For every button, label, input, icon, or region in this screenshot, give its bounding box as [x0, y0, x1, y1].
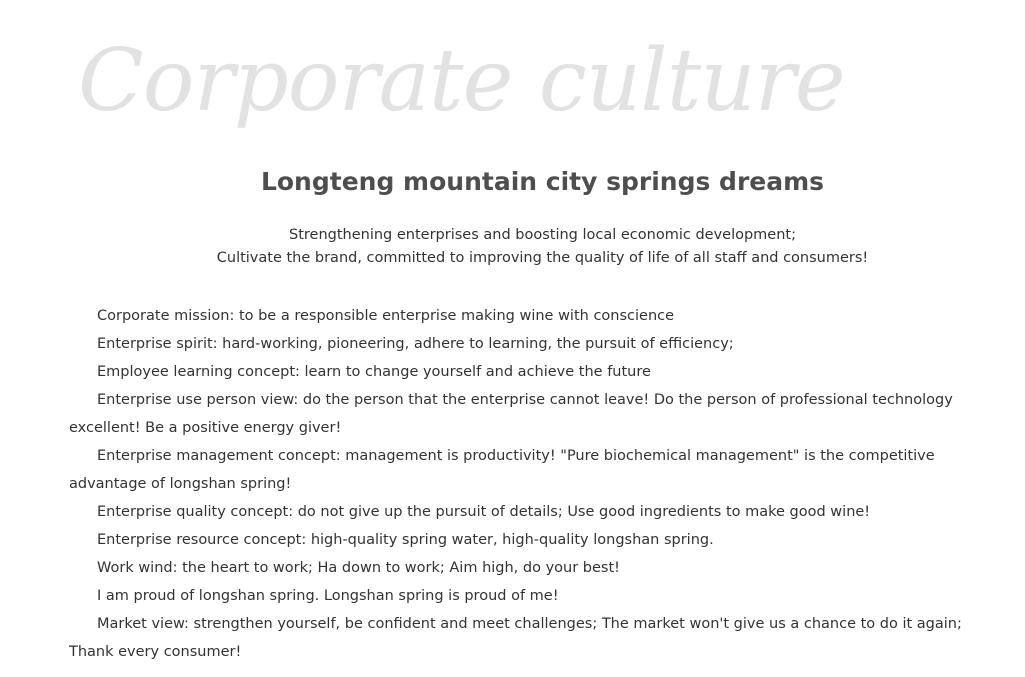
value-paragraph: Enterprise resource concept: high-quality spring water, high-quality longshan spring. [97, 532, 714, 548]
value-paragraph: Work wind: the heart to work; Ha down to work; Aim high, do your best! [97, 560, 620, 576]
value-paragraph: Enterprise management concept: management is productivity! "Pure biochemical management" is the competitive advantage of longshan spring! [69, 448, 935, 492]
value-paragraph: Market view: strengthen yourself, be confident and meet challenges; The market won't give us a chance to do it again; Thank every consumer! [69, 616, 962, 660]
slogan-line: Cultivate the brand, committed to improving the quality of life of all staff and consumers! [216, 250, 869, 266]
value-paragraph: Enterprise use person view: do the person that the enterprise cannot leave! Do the person of professional technology excellent! Be a positive energy giver! [69, 392, 953, 436]
value-paragraph: Employee learning concept: learn to change yourself and achieve the future [97, 364, 651, 380]
page-title: Longteng mountain city springs dreams [260, 167, 825, 196]
value-paragraph: Enterprise spirit: hard-working, pioneering, adhere to learning, the pursuit of efficiency; [97, 336, 734, 352]
slogan-block [0, 224, 1025, 270]
value-paragraph: Corporate mission: to be a responsible enterprise making wine with conscience [97, 308, 675, 324]
value-paragraph: Enterprise quality concept: do not give up the pursuit of details; Use good ingredients to make good wine! [97, 504, 871, 520]
value-paragraph: I am proud of longshan spring. Longshan spring is proud of me! [97, 588, 559, 604]
corporate-values-list [69, 302, 999, 666]
slogan-line: Strengthening enterprises and boosting local economic development; [289, 227, 796, 243]
watermark-heading: Corporate culture [78, 31, 845, 131]
